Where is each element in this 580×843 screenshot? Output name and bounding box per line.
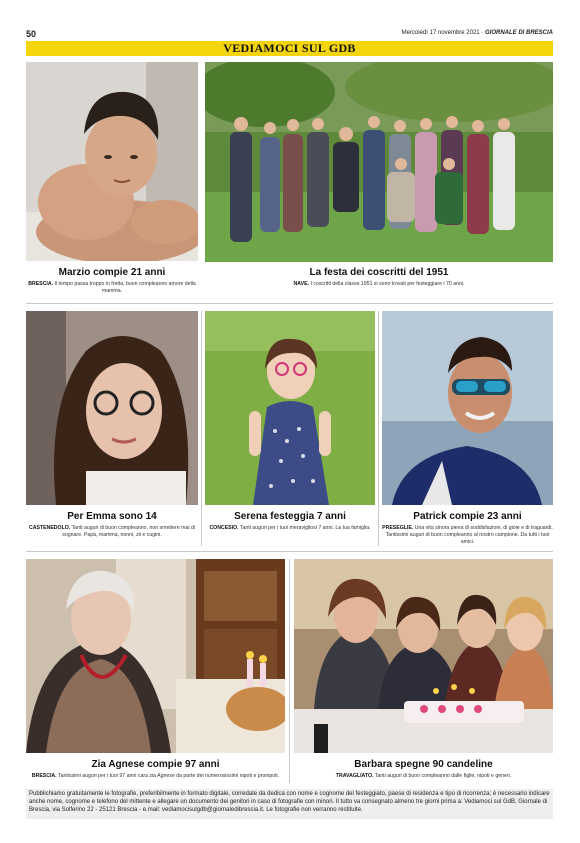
date-separator: · xyxy=(481,30,484,36)
newspaper-name: GIORNALE DI BRESCIA xyxy=(484,30,553,36)
post-text: BRESCIA. Il tempo passa troppo in fretta, buon compleanno amore della mamma. xyxy=(28,281,196,294)
section-banner: VEDIAMOCI SUL GDB xyxy=(26,41,553,56)
caption-marzio xyxy=(26,267,198,295)
photo-emma xyxy=(26,311,198,505)
page-number: 50 xyxy=(26,29,37,39)
post-text: PRESEGLIE. Una vita sinora piena di soddisfazioni, di gioie e di traguardi. Tantissimi auguri di buon compleanno al nostro campione. Da tutti i tuoi amici. xyxy=(382,525,553,545)
post-title: Patrick compie 23 anni xyxy=(413,511,522,522)
issue-date-line xyxy=(402,30,553,36)
post-text: CONCESIO. Tanti auguri per i tuoi meravigliosi 7 anni. La tua famiglia. xyxy=(209,525,371,531)
photo-serena xyxy=(205,311,375,505)
post-text: CASTENEDOLO. Tanti auguri di buon compleanno, non smettere mai di sognare. Papà, mamma, nonni, zii e cugini. xyxy=(29,525,195,538)
photo-coscritti xyxy=(205,62,553,262)
page-header xyxy=(26,29,553,41)
photo-zia-agnese xyxy=(26,559,285,753)
column-divider xyxy=(201,311,202,546)
post-title: Marzio compie 21 anni xyxy=(58,267,166,278)
photo-marzio xyxy=(26,62,198,261)
column-divider xyxy=(289,559,290,783)
post-title: La festa dei coscritti del 1951 xyxy=(309,267,449,278)
post-title: Zia Agnese compie 97 anni xyxy=(91,759,220,770)
caption-serena xyxy=(205,511,375,532)
post-text: NAVE. I coscritti della classe 1951 si sono trovati per festeggiare i 70 anni. xyxy=(293,281,465,287)
column-divider xyxy=(378,311,379,546)
post-text: BRESCIA. Tantissimi auguri per i tuoi 97 anni cara zia Agnese da parte dei numerosissimi nipoti e pronipoti. xyxy=(31,773,280,779)
caption-emma xyxy=(26,511,198,539)
caption-coscritti xyxy=(205,267,553,288)
row-divider xyxy=(26,551,553,552)
post-title: Barbara spegne 90 candeline xyxy=(354,759,493,770)
post-title: Per Emma sono 14 xyxy=(67,511,157,522)
caption-zia-agnese xyxy=(26,759,285,780)
photo-barbara xyxy=(294,559,553,753)
row-divider xyxy=(26,303,553,304)
caption-barbara xyxy=(294,759,553,780)
photo-patrick xyxy=(382,311,553,505)
submission-info: Pubblichiamo gratuitamente le fotografie, preferibilmente in formato digitale, corredate da dedica con nome e cognome del festeggiato, paese di residenza e tipo di ricorrenza; è necessario indicare anche nome, cognome e telefono del mittente e allegare un documento dei genitori in caso di fotografie con minori. Il tutto va consegnato almeno tre giorni prima a: Vediamoci sul GdB, Giornale di Brescia, via Solferino 22 - 25121 Brescia - e.mail: vediamocisulgdb@giornaledibrescia.it. Le fotografie non verranno restituite. xyxy=(26,789,553,819)
post-title: Serena festeggia 7 anni xyxy=(234,511,346,522)
post-text: TRAVAGLIATO. Tanti auguri di buon compleanno dalle figlie, nipoti e generi. xyxy=(335,773,512,779)
caption-patrick xyxy=(382,511,553,546)
issue-date: Mercoledì 17 novembre 2021 xyxy=(401,30,480,36)
